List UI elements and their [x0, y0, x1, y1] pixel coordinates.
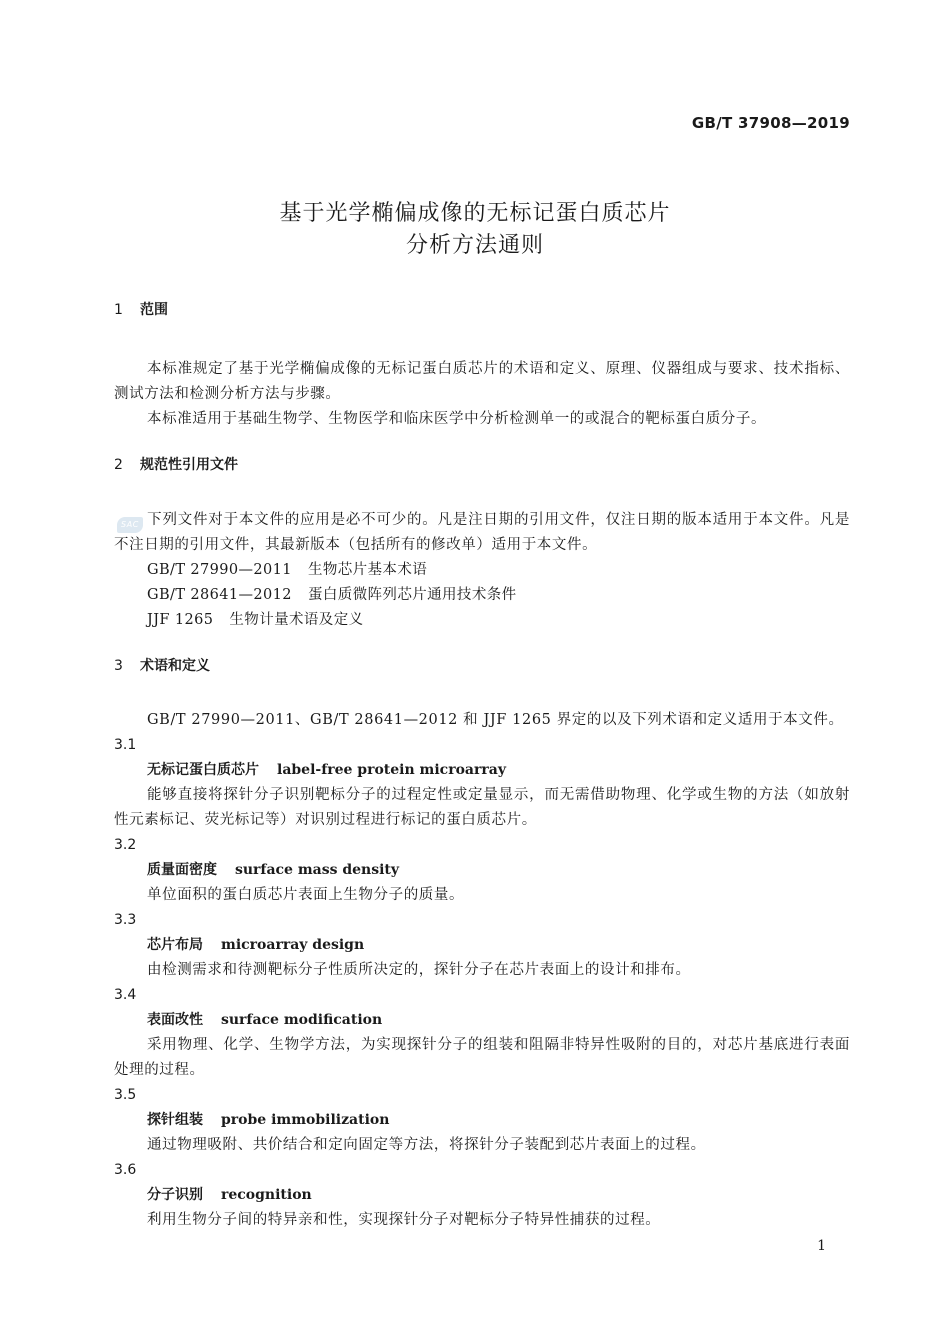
term-entry [114, 1108, 850, 1133]
term-number: 3.5 [114, 1087, 137, 1103]
paragraph: GB/T 27990—2011、GB/T 28641—2012 和 JJF 1265 界定的以及下列术语和定义适用于本文件。 [147, 712, 844, 728]
term-en: surface mass density [235, 862, 400, 878]
term-definition: 利用生物分子间的特异亲和性，实现探针分子对靶标分子特异性捕获的过程。 [147, 1212, 661, 1228]
term-zh: 无标记蛋白质芯片 [147, 762, 259, 778]
term-definition: 由检测需求和待测靶标分子性质所决定的，探针分子在芯片表面上的设计和排布。 [147, 962, 691, 978]
term-entry [114, 1183, 850, 1208]
section-heading-scope [114, 300, 850, 320]
term-en: label-free protein microarray [277, 762, 506, 778]
paragraph: 本标准适用于基础生物学、生物医学和临床医学中分析检测单一的或混合的靶标蛋白质分子。 [147, 411, 767, 427]
term-zh: 探针组装 [147, 1112, 203, 1128]
term-en: probe immobilization [221, 1112, 390, 1128]
section-number: 2 [114, 457, 123, 473]
section-title: 规范性引用文件 [140, 457, 238, 473]
term-definition: 采用物理、化学、生物学方法，为实现探针分子的组装和阻隔非特异性吸附的目的，对芯片基底进行表面处理的过程。 [114, 1037, 850, 1078]
term-entry [114, 758, 850, 783]
term-zh: 质量面密度 [147, 862, 217, 878]
reference-code: GB/T 27990—2011 [147, 562, 292, 578]
term-number: 3.3 [114, 912, 137, 928]
term-entry [114, 1008, 850, 1033]
paragraph-text: 下列文件对于本文件的应用是必不可少的。凡是注日期的引用文件，仅注日期的版本适用于本文件。凡是不注日期的引用文件，其最新版本（包括所有的修改单）适用于本文件。 [114, 512, 850, 553]
standard-code: GB/T 37908—2019 [691, 114, 850, 132]
title-line-1: 基于光学椭偏成像的无标记蛋白质芯片 [279, 201, 671, 226]
reference-code: GB/T 28641—2012 [147, 587, 292, 603]
paragraph [114, 508, 850, 558]
term-definition: 通过物理吸附、共价结合和定向固定等方法，将探针分子装配到芯片表面上的过程。 [147, 1137, 706, 1153]
term-number: 3.1 [114, 737, 137, 753]
term-number: 3.6 [114, 1162, 137, 1178]
term-definition: 能够直接将探针分子识别靶标分子的过程定性或定量显示，而无需借助物理、化学或生物的方法（如放射性元素标记、荧光标记等）对识别过程进行标记的蛋白质芯片。 [114, 787, 850, 828]
reference-item [114, 608, 850, 633]
section-heading-terms-and-definitions [114, 656, 850, 676]
paragraph: 本标准规定了基于光学椭偏成像的无标记蛋白质芯片的术语和定义、原理、仪器组成与要求、技术指标、测试方法和检测分析方法与步骤。 [114, 361, 850, 402]
term-number: 3.2 [114, 837, 137, 853]
term-zh: 表面改性 [147, 1012, 203, 1028]
term-entry [114, 933, 850, 958]
reference-item [114, 558, 850, 583]
term-number: 3.4 [114, 987, 137, 1003]
section-title: 范围 [140, 302, 168, 318]
reference-code: JJF 1265 [147, 612, 214, 628]
reference-title: 生物芯片基本术语 [307, 562, 428, 578]
title-line-2: 分析方法通则 [405, 233, 544, 258]
term-zh: 分子识别 [147, 1187, 203, 1203]
section-title: 术语和定义 [140, 658, 210, 674]
page-number: 1 [817, 1238, 826, 1254]
term-en: recognition [221, 1187, 312, 1203]
section-heading-normative-references [114, 455, 850, 475]
section-number: 1 [114, 302, 123, 318]
term-en: microarray design [221, 937, 365, 953]
term-definition: 单位面积的蛋白质芯片表面上生物分子的质量。 [147, 887, 465, 903]
reference-title: 生物计量术语及定义 [229, 612, 364, 628]
term-entry [114, 858, 850, 883]
document-body [114, 300, 850, 1233]
reference-item [114, 583, 850, 608]
sac-logo-icon: SAC [117, 517, 143, 533]
term-en: surface modification [221, 1012, 383, 1028]
term-zh: 芯片布局 [147, 937, 203, 953]
section-number: 3 [114, 658, 123, 674]
reference-title: 蛋白质微阵列芯片通用技术条件 [307, 587, 517, 603]
